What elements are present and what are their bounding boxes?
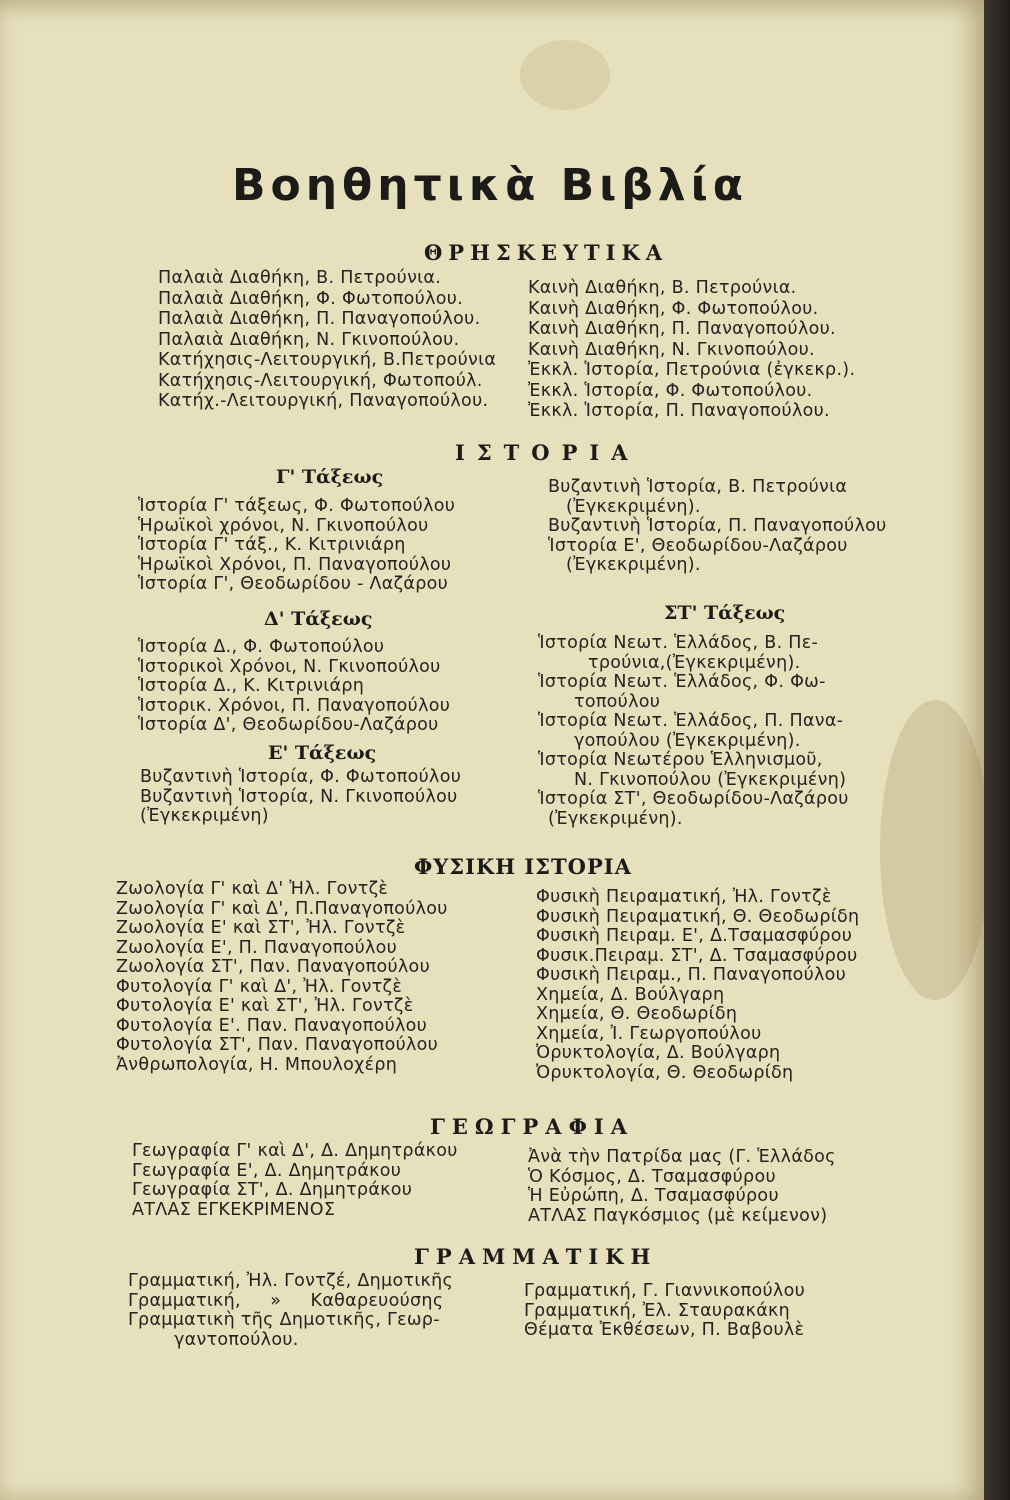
history-grade-st-list [538,634,849,829]
list-item: Καινὴ Διαθήκη, Φ. Φωτοπούλου. [528,298,819,319]
list-item: Ἱστορικ. Χρόνοι, Π. Παναγοπούλου [138,695,451,716]
list-item: Βυζαντινὴ Ἱστορία, Ν. Γκινοπούλου [140,786,458,807]
list-item: ΑΤΛΑΣ Παγκόσμιος (μὲ κείμενον) [528,1205,828,1226]
list-item: Παλαιὰ Διαθήκη, Ν. Γκινοπούλου. [158,329,460,350]
grammar-right-list [524,1282,805,1341]
list-item: Φυτολογία Ε'. Παν. Παναγοπούλου [116,1015,428,1036]
list-item: Βυζαντινὴ Ἱστορία, Β. Πετρούνια [548,477,848,497]
list-item: Ἀνθρωπολογία, Η. Μπουλοχέρη [116,1054,398,1075]
list-item: Ἱστορία Γ' τάξ., Κ. Κιτρινιάρη [138,535,406,555]
list-item: Φυτολογία Γ' καὶ Δ', Ἠλ. Γοντζὲ [116,976,403,997]
paper-stain [520,40,610,110]
book-cover-edge [984,0,1010,1500]
list-item: Γεωγραφία Ε', Δ. Δημητράκου [132,1160,402,1181]
list-item: Καινὴ Διαθήκη, Ν. Γκινοπούλου. [528,339,815,360]
list-item: Κατήχησις-Λειτουργική, Φωτοπούλ. [158,370,483,391]
list-item: Κατήχ.-Λειτουργική, Παναγοπούλου. [158,391,489,411]
list-item: Ἱστορία Νεωτ. Ἑλλάδος, Φ. Φω- [538,672,826,692]
list-item: Ὀρυκτολογία, Θ. Θεοδωρίδη [536,1062,794,1083]
list-item: γοπούλου (Ἐγκεκριμένη). [574,730,801,751]
natural-history-right-list [536,888,859,1083]
list-item: Ἱστορία Ε', Θεοδωρίδου-Λαζάρου [548,535,848,556]
list-item: Χημεία, Θ. Θεοδωρίδη [536,1004,738,1024]
history-right-top-list [548,478,887,576]
list-item: Παλαιὰ Διαθήκη, Φ. Φωτοπούλου. [158,288,464,309]
geography-left-list [132,1142,458,1220]
list-item: Χημεία, Ἰ. Γεωργοπούλου [536,1023,762,1044]
list-item: Γραμματική, Ἠλ. Γοντζέ, Δημοτικῆς [128,1271,454,1291]
grade-d-heading: Δ' Τάξεως [264,608,373,630]
list-item: γαντοπούλου. [174,1329,299,1350]
list-item: Ἡ Εὐρώπη, Δ. Τσαμασφύρου [528,1186,779,1206]
list-item: Παλαιὰ Διαθήκη, Π. Παναγοπούλου. [158,309,481,329]
list-item: Φυτολογία ΣΤ', Παν. Παναγοπούλου [116,1035,439,1055]
list-item: Ὁ Κόσμος, Δ. Τσαμασφύρου [528,1166,776,1187]
grade-c-heading: Γ' Τάξεως [276,466,384,488]
list-item: Ζωολογία Ε', Π. Παναγοπούλου [116,937,398,958]
history-grade-e-list [140,768,461,827]
list-item: Ἱστορία Δ', Θεοδωρίδου-Λαζάρου [138,715,439,735]
list-item: Γραμματική, Γ. Γιαννικοπούλου [524,1281,806,1301]
list-item: (Ἐγκεκριμένη). [566,496,701,517]
list-item: Φυτολογία Ε' καὶ ΣΤ', Ἠλ. Γοντζὲ [116,996,414,1016]
list-item: Ζωολογία ΣΤ', Παν. Παναγοπούλου [116,957,430,977]
natural-history-left-list [116,880,448,1075]
list-item: τρούνια,(Ἐγκεκριμένη). [588,652,801,673]
list-item: Κατήχησις-Λειτουργική, Β.Πετρούνια [158,350,497,370]
list-item: Ἱστορία Νεωτ. Ἑλλάδος, Β. Πε- [538,633,819,653]
geography-right-list [528,1148,836,1226]
section-heading-history: ΙΣΤΟΡΙΑ [455,440,640,465]
list-item: Φυσικὴ Πειραματική, Θ. Θεοδωρίδη [536,906,860,927]
list-item: Γεωγραφία Γ' καὶ Δ', Δ. Δημητράκου [132,1141,458,1161]
list-item: Ἱστορία Νεωτ. Ἑλλάδος, Π. Πανα- [538,711,844,731]
list-item: Φυσικὴ Πειραμ., Π. Παναγοπούλου [536,965,847,985]
list-item: Καινὴ Διαθήκη, Β. Πετρούνια. [528,278,797,298]
list-item: Φυσικὴ Πειραμ. Ε', Δ.Τσαμασφύρου [536,926,853,946]
section-heading-natural-history: ΦΥΣΙΚΗ ΙΣΤΟΡΙΑ [414,854,632,879]
list-item: Ἐκκλ. Ἱστορία, Πετρούνια (ἐγκεκρ.). [528,360,856,380]
section-heading-grammar: ΓΡΑΜΜΑΤΙΚΗ [414,1244,658,1269]
list-item: τοπούλου [574,691,661,712]
religion-left-list [158,268,496,412]
list-item: (Ἐγκεκριμένη). [548,808,683,829]
list-item: (Ἐγκεκριμένη) [140,806,269,826]
list-item: Ἡρωϊκοὶ Χρόνοι, Π. Παναγοπούλου [138,554,452,575]
section-heading-religion: ΘΡΗΣΚΕΥΤΙΚΑ [424,240,669,265]
list-item: Γραμματική, Ἐλ. Σταυρακάκη [524,1300,791,1321]
grade-e-heading: Ε' Τάξεως [268,742,377,764]
list-item: (Ἐγκεκριμένη). [566,555,701,575]
list-item: Χημεία, Δ. Βούλγαρη [536,984,725,1005]
list-item: Βυζαντινὴ Ἱστορία, Φ. Φωτοπούλου [140,767,462,787]
grade-st-heading: ΣΤ' Τάξεως [664,602,786,624]
religion-right-list [528,278,855,422]
list-item: ΑΤΛΑΣ ΕΓΚΕΚΡΙΜΕΝΟΣ [132,1199,336,1220]
page-title: Βοηθητικὰ Βιβλία [231,160,749,211]
list-item: Ἱστορικοὶ Χρόνοι, Ν. Γκινοπούλου [138,656,441,677]
list-item: Βυζαντινὴ Ἱστορία, Π. Παναγοπούλου [548,516,887,536]
list-item: Θέματα Ἐκθέσεων, Π. Βαβουλὲ [524,1320,805,1340]
list-item: Ἱστορία ΣΤ', Θεοδωρίδου-Λαζάρου [538,789,849,809]
list-item: Παλαιὰ Διαθήκη, Β. Πετρούνια. [158,268,442,288]
list-item: Ἱστορία Δ., Κ. Κιτρινιάρη [138,676,365,696]
list-item: Ὀρυκτολογία, Δ. Βούλγαρη [536,1043,781,1063]
list-item: Ἐκκλ. Ἱστορία, Π. Παναγοπούλου. [528,401,830,421]
list-item: Γραμματική, » Καθαρευούσης [128,1290,444,1311]
history-grade-c-list [138,497,455,595]
list-item: Ἀνὰ τὴν Πατρίδα μας (Γ. Ἑλλάδος [528,1147,836,1167]
list-item: Ἡρωϊκοὶ χρόνοι, Ν. Γκινοπούλου [138,515,429,536]
grammar-left-list [128,1272,453,1350]
list-item: Ἱστορία Νεωτέρου Ἑλληνισμοῦ, [538,750,823,770]
list-item: Γεωγραφία ΣΤ', Δ. Δημητράκου [132,1180,413,1200]
list-item: Ζωολογία Ε' καὶ ΣΤ', Ἠλ. Γοντζὲ [116,918,406,938]
list-item: Ζωολογία Γ' καὶ Δ', Π.Παναγοπούλου [116,898,448,919]
list-item: Ἱστορία Γ', Θεοδωρίδου - Λαζάρου [138,574,449,594]
list-item: Καινὴ Διαθήκη, Π. Παναγοπούλου. [528,319,836,339]
list-item: Ἐκκλ. Ἱστορία, Φ. Φωτοπούλου. [528,380,813,401]
history-grade-d-list [138,638,450,736]
list-item: Ἱστορία Γ' τάξεως, Φ. Φωτοπούλου [138,496,456,516]
list-item: Ζωολογία Γ' καὶ Δ' Ἠλ. Γοντζὲ [116,879,389,899]
list-item: Φυσικὴ Πειραματική, Ἠλ. Γοντζὲ [536,887,832,907]
list-item: Ἱστορία Δ., Φ. Φωτοπούλου [138,637,385,657]
paper-stain [880,700,990,1000]
list-item: Γραμματικὴ τῆς Δημοτικῆς, Γεωρ- [128,1310,440,1330]
section-heading-geography: ΓΕΩΓΡΑΦΙΑ [430,1114,635,1139]
list-item: Ν. Γκινοπούλου (Ἐγκεκριμένη) [574,769,847,790]
list-item: Φυσικ.Πειραμ. ΣΤ', Δ. Τσαμασφύρου [536,945,858,966]
